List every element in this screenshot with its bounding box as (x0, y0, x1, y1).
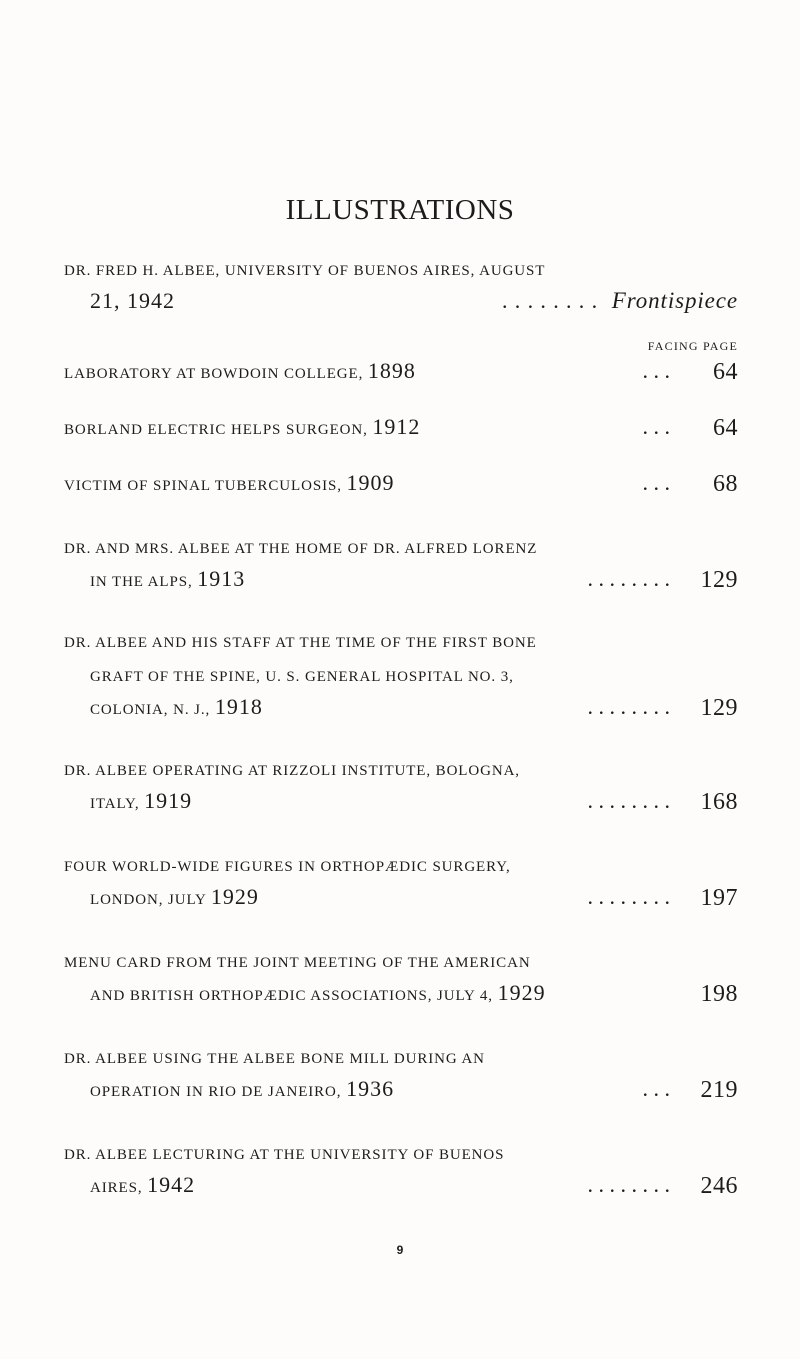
entry-year: 1912 (372, 414, 421, 439)
dot-leader: . . . . . . . . (587, 1172, 670, 1197)
entry-line (64, 286, 738, 318)
entry-title-cont: OPERATION IN RIO DE JANEIRO, (90, 1084, 347, 1100)
dot-leader: . . . . . . . . (502, 288, 598, 313)
entry-title: BORLAND ELECTRIC HELPS SURGEON, (64, 422, 373, 438)
page-reference: 246 (700, 1173, 738, 1199)
dot-leader: . . . (642, 470, 670, 495)
entry-title-cont: AND BRITISH ORTHOPÆDIC ASSOCIATIONS, JULY 4, (90, 988, 498, 1004)
toc-entry[interactable] (64, 752, 738, 818)
page-reference: 129 (700, 567, 738, 593)
entry-title-cont: 21, (90, 288, 127, 313)
dot-leader: . . . (642, 358, 670, 383)
entry-year: 1919 (144, 788, 193, 813)
page-reference: 64 (713, 415, 738, 441)
dot-leader: . . . . . . . . (587, 694, 670, 719)
entry-year: 1898 (367, 358, 416, 383)
entry-title-cont: ITALY, (90, 796, 145, 812)
entry-title: DR. AND MRS. ALBEE AT THE HOME OF DR. ALFRED LORENZ (64, 541, 538, 557)
entry-title-cont: COLONIA, N. J., (90, 702, 215, 718)
toc-entry[interactable] (64, 530, 738, 596)
entry-title: DR. ALBEE AND HIS STAFF AT THE TIME OF THE FIRST BONE (64, 635, 537, 651)
dot-leader: . . . . . . . . (587, 566, 670, 591)
page-reference: 219 (700, 1077, 738, 1103)
entry-title: VICTIM OF SPINAL TUBERCULOSIS, (64, 478, 347, 494)
toc-entry[interactable] (64, 1040, 738, 1106)
page-reference: 64 (713, 359, 738, 385)
toc-entry[interactable] (64, 944, 738, 1010)
entry-title: FOUR WORLD-WIDE FIGURES IN ORTHOPÆDIC SURGERY, (64, 859, 511, 875)
dot-leader: . . . (642, 1076, 670, 1101)
dot-leader: . . . . . . . . (587, 884, 670, 909)
toc-entry[interactable] (64, 356, 738, 388)
toc-entry[interactable] (64, 468, 738, 500)
toc-entry[interactable] (64, 412, 738, 444)
entry-year: 1942 (147, 1172, 196, 1197)
entry-title: LABORATORY AT BOWDOIN COLLEGE, (64, 366, 368, 382)
entry-title-cont: AIRES, (90, 1180, 148, 1196)
entry-title: DR. ALBEE USING THE ALBEE BONE MILL DURING AN (64, 1051, 485, 1067)
toc-entry[interactable] (64, 848, 738, 914)
page-reference: Frontispiece (611, 288, 738, 313)
entry-year: 1918 (214, 694, 263, 719)
toc-entry[interactable] (64, 624, 738, 724)
entry-year: 1942 (127, 288, 175, 313)
entry-title: DR. FRED H. ALBEE, UNIVERSITY OF BUENOS AIRES, AUGUST (64, 263, 546, 279)
page-reference: 129 (700, 695, 738, 721)
facing-page-header: FACING PAGE (647, 339, 738, 353)
entry-line (64, 252, 738, 284)
page-title: ILLUSTRATIONS (285, 194, 515, 226)
entry-title: DR. ALBEE OPERATING AT RIZZOLI INSTITUTE, BOLOGNA, (64, 763, 520, 779)
entry-year: 1913 (197, 566, 246, 591)
entry-year: 1936 (346, 1076, 395, 1101)
entry-year: 1929 (210, 884, 259, 909)
page-number: 9 (396, 1243, 404, 1257)
toc-entry[interactable] (64, 1136, 738, 1202)
entry-title-cont: LONDON, JULY (90, 892, 211, 908)
page-reference: 198 (700, 981, 738, 1007)
entry-title: MENU CARD FROM THE JOINT MEETING OF THE AMERICAN (64, 955, 531, 971)
dot-leader: . . . . . . . . (587, 788, 670, 813)
entry-year: 1909 (346, 470, 395, 495)
entry-year: 1929 (497, 980, 546, 1005)
page-reference: 68 (713, 471, 738, 497)
entry-title-cont: GRAFT OF THE SPINE, U. S. GENERAL HOSPITAL NO. 3, (90, 669, 514, 685)
dot-leader: . . . (642, 414, 670, 439)
page-reference: 168 (700, 789, 738, 815)
entry-title: DR. ALBEE LECTURING AT THE UNIVERSITY OF BUENOS (64, 1147, 505, 1163)
page-reference: 197 (700, 885, 738, 911)
toc-entry-frontispiece[interactable] (64, 252, 738, 318)
entry-title-cont: IN THE ALPS, (90, 574, 198, 590)
